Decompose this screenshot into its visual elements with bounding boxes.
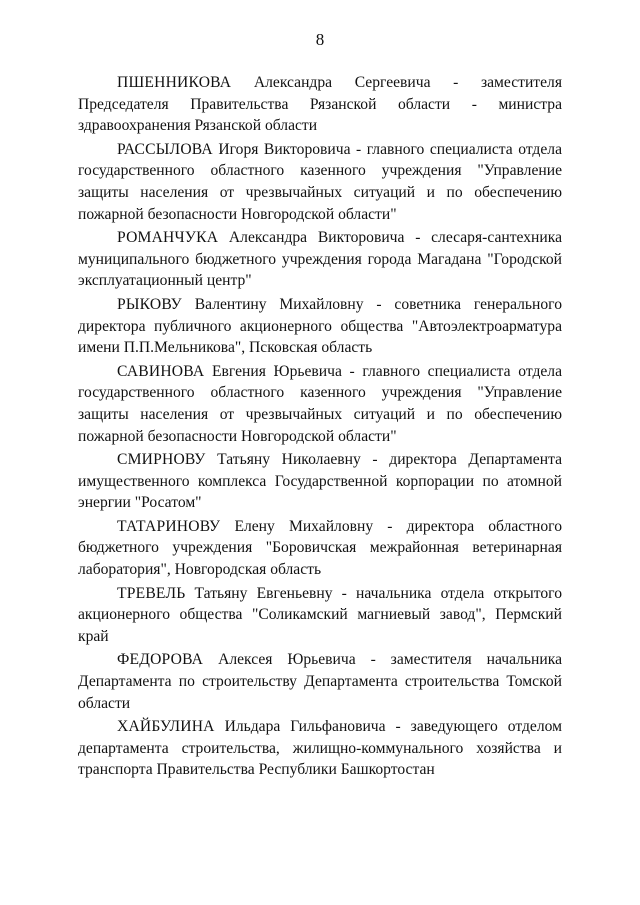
awardee-surname: СМИРНОВУ xyxy=(117,451,206,469)
list-item xyxy=(78,72,562,137)
list-item xyxy=(78,649,562,714)
list-item xyxy=(78,516,562,581)
page-number: 8 xyxy=(315,30,325,49)
list-item xyxy=(78,294,562,359)
awardee-details: Ильдара Гильфановича - заведующего отделом департамента строительства, жилищно-коммунального хозяйства и транспорта Правительства Республики Башкортостан xyxy=(78,718,562,779)
awardee-details: Алексея Юрьевича - заместителя начальника Департамента по строительству Департамента строительства Томской области xyxy=(78,651,562,712)
awardee-surname: РАССЫЛОВА xyxy=(117,140,213,158)
awardee-surname: ФЕДОРОВА xyxy=(117,651,204,669)
awardee-details: Елену Михайловну - директора областного бюджетного учреждения "Боровичская межрайонная ветеринарная лаборатория", Новгородская область xyxy=(78,517,562,579)
list-item xyxy=(78,449,562,514)
awardee-list xyxy=(78,72,562,783)
list-item xyxy=(78,583,562,648)
list-item xyxy=(78,716,562,781)
awardee-details: Валентину Михайловну - советника генерального директора публичного акционерного общества "Автоэлектроарматура имени П.П.Мельникова", Псковская область xyxy=(78,295,562,357)
awardee-details: Игоря Викторовича - главного специалиста отдела государственного областного казенного учреждения "Управление защиты населения от чрезвычайных ситуаций и по обеспечению пожарной безопасности Новгородской области" xyxy=(78,140,562,223)
awardee-details: Татьяну Евгеньевну - начальника отдела открытого акционерного общества "Соликамский магниевый завод", Пермский край xyxy=(78,584,562,645)
awardee-surname: ТРЕВЕЛЬ xyxy=(117,584,186,602)
awardee-surname: САВИНОВА xyxy=(117,362,205,380)
awardee-surname: ТАТАРИНОВУ xyxy=(117,517,221,535)
list-item xyxy=(78,361,562,447)
awardee-surname: РЫКОВУ xyxy=(117,295,182,313)
awardee-details: Александра Сергеевича - заместителя Председателя Правительства Рязанской области - министра здравоохранения Рязанской области xyxy=(78,74,562,135)
awardee-details: Александра Викторовича - слесаря-сантехника муниципального бюджетного учреждения города Магадана "Городской эксплуатационный центр" xyxy=(78,229,562,290)
list-item xyxy=(78,139,562,225)
awardee-surname: ПШЕННИКОВА xyxy=(117,74,232,91)
awardee-surname: РОМАНЧУКА xyxy=(117,229,219,247)
awardee-surname: ХАЙБУЛИНА xyxy=(117,718,215,736)
awardee-details: Евгения Юрьевича - главного специалиста отдела государственного областного казенного учреждения "Управление защиты населения от чрезвычайных ситуаций и по обеспечению пожарной безопасности Новгородской области" xyxy=(78,362,562,445)
list-item xyxy=(78,227,562,292)
awardee-details: Татьяну Николаевну - директора Департамента имущественного комплекса Государственной корпорации по атомной энергии "Росатом" xyxy=(78,451,562,512)
